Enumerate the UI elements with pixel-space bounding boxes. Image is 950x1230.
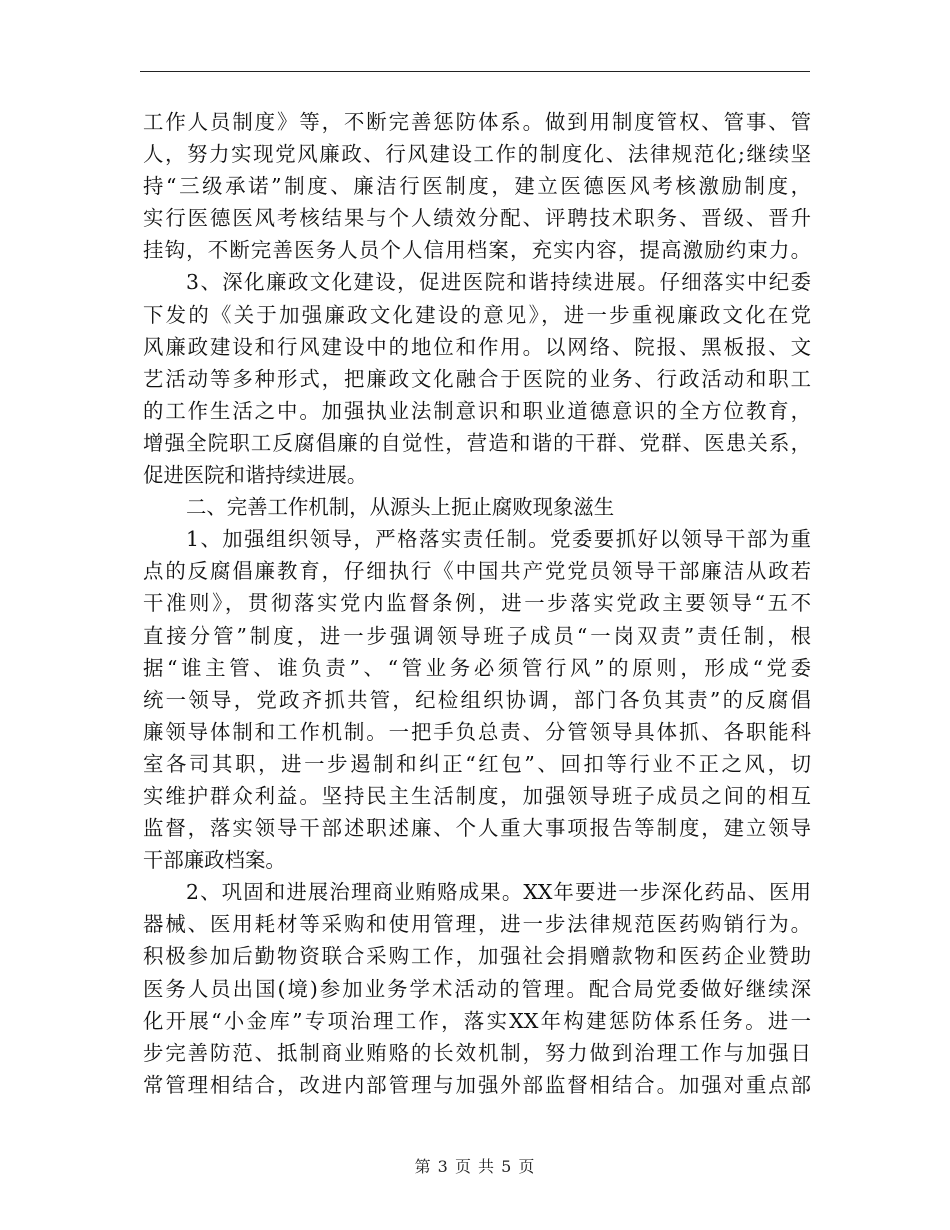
text-line: 点的反腐倡廉教育，仔细执行《中国共产党党员领导干部廉洁从政若 [143,559,811,584]
text-line: 增强全院职工反腐倡廉的自觉性，营造和谐的干群、党群、医患关系， [143,430,811,455]
text-line: 二、完善工作机制，从源头上扼止腐败现象滋生 [186,495,615,520]
text-line: 步完善防范、抵制商业贿赂的长效机制，努力做到治理工作与加强日 [143,1040,811,1065]
text-line: 3、深化廉政文化建设，促进医院和谐持续进展。仔细落实中纪委 [186,270,811,295]
text-line: 实维护群众利益。坚持民主生活制度，加强领导班子成员之间的相互 [143,783,811,808]
text-line: 人，努力实现党风廉政、行风建设工作的制度化、法律规范化;继续坚 [143,142,811,167]
text-line: 艺活动等多种形式，把廉政文化融合于医院的业务、行政活动和职工 [143,366,811,391]
text-line: 医务人员出国(境)参加业务学术活动的管理。配合局党委做好继续深 [143,976,811,1001]
page-number: 第 3 页 共 5 页 [414,1157,536,1176]
text-line: 的工作生活之中。加强执业法制意识和职业道德意识的全方位教育， [143,398,811,423]
text-line: 挂钩，不断完善医务人员个人信用档案，充实内容，提高激励约束力。 [143,238,811,263]
text-line: 室各司其职，进一步遏制和纠正“红包”、回扣等行业不正之风，切 [143,751,811,776]
text-line: 直接分管”制度，进一步强调领导班子成员“一岗双责”责任制，根 [143,623,811,648]
text-line: 监督，落实领导干部述职述廉、个人重大事项报告等制度，建立领导 [143,816,811,841]
text-line: 干部廉政档案。 [143,848,286,873]
text-line: 积极参加后勤物资联合采购工作，加强社会捐赠款物和医药企业赞助 [143,944,811,969]
text-line: 工作人员制度》等，不断完善惩防体系。做到用制度管权、管事、管 [143,110,811,134]
text-line: 2、巩固和进展治理商业贿赂成果。XX年要进一步深化药品、医用 [186,880,811,905]
text-line: 实行医德医风考核结果与个人绩效分配、评聘技术职务、晋级、晋升 [143,206,811,231]
text-line: 常管理相结合，改进内部管理与加强外部监督相结合。加强对重点部 [143,1072,811,1097]
text-line: 下发的《关于加强廉政文化建设的意见》，进一步重视廉政文化在党 [143,302,811,327]
text-line: 统一领导，党政齐抓共管，纪检组织协调，部门各负其责”的反腐倡 [143,687,811,712]
text-line: 干准则》，贯彻落实党内监督条例，进一步落实党政主要领导“五不 [143,591,811,616]
text-line: 1、加强组织领导，严格落实责任制。党委要抓好以领导干部为重 [186,527,811,552]
text-line: 器械、医用耗材等采购和使用管理，进一步法律规范医药购销行为。 [143,912,811,937]
text-line: 持“三级承诺”制度、廉洁行医制度，建立医德医风考核激励制度， [143,174,811,199]
header-rule [140,71,810,72]
text-line: 据“谁主管、谁负责”、“管业务必须管行风”的原则，形成“党委 [143,655,811,680]
text-line: 促进医院和谐持续进展。 [143,463,368,488]
text-line: 风廉政建设和行风建设中的地位和作用。以网络、院报、黑板报、文 [143,334,811,359]
text-line: 廉领导体制和工作机制。一把手负总责、分管领导具体抓、各职能科 [143,719,811,744]
document-body [143,106,811,1101]
text-line: 化开展“小金库”专项治理工作，落实XX年构建惩防体系任务。进一 [143,1008,811,1033]
